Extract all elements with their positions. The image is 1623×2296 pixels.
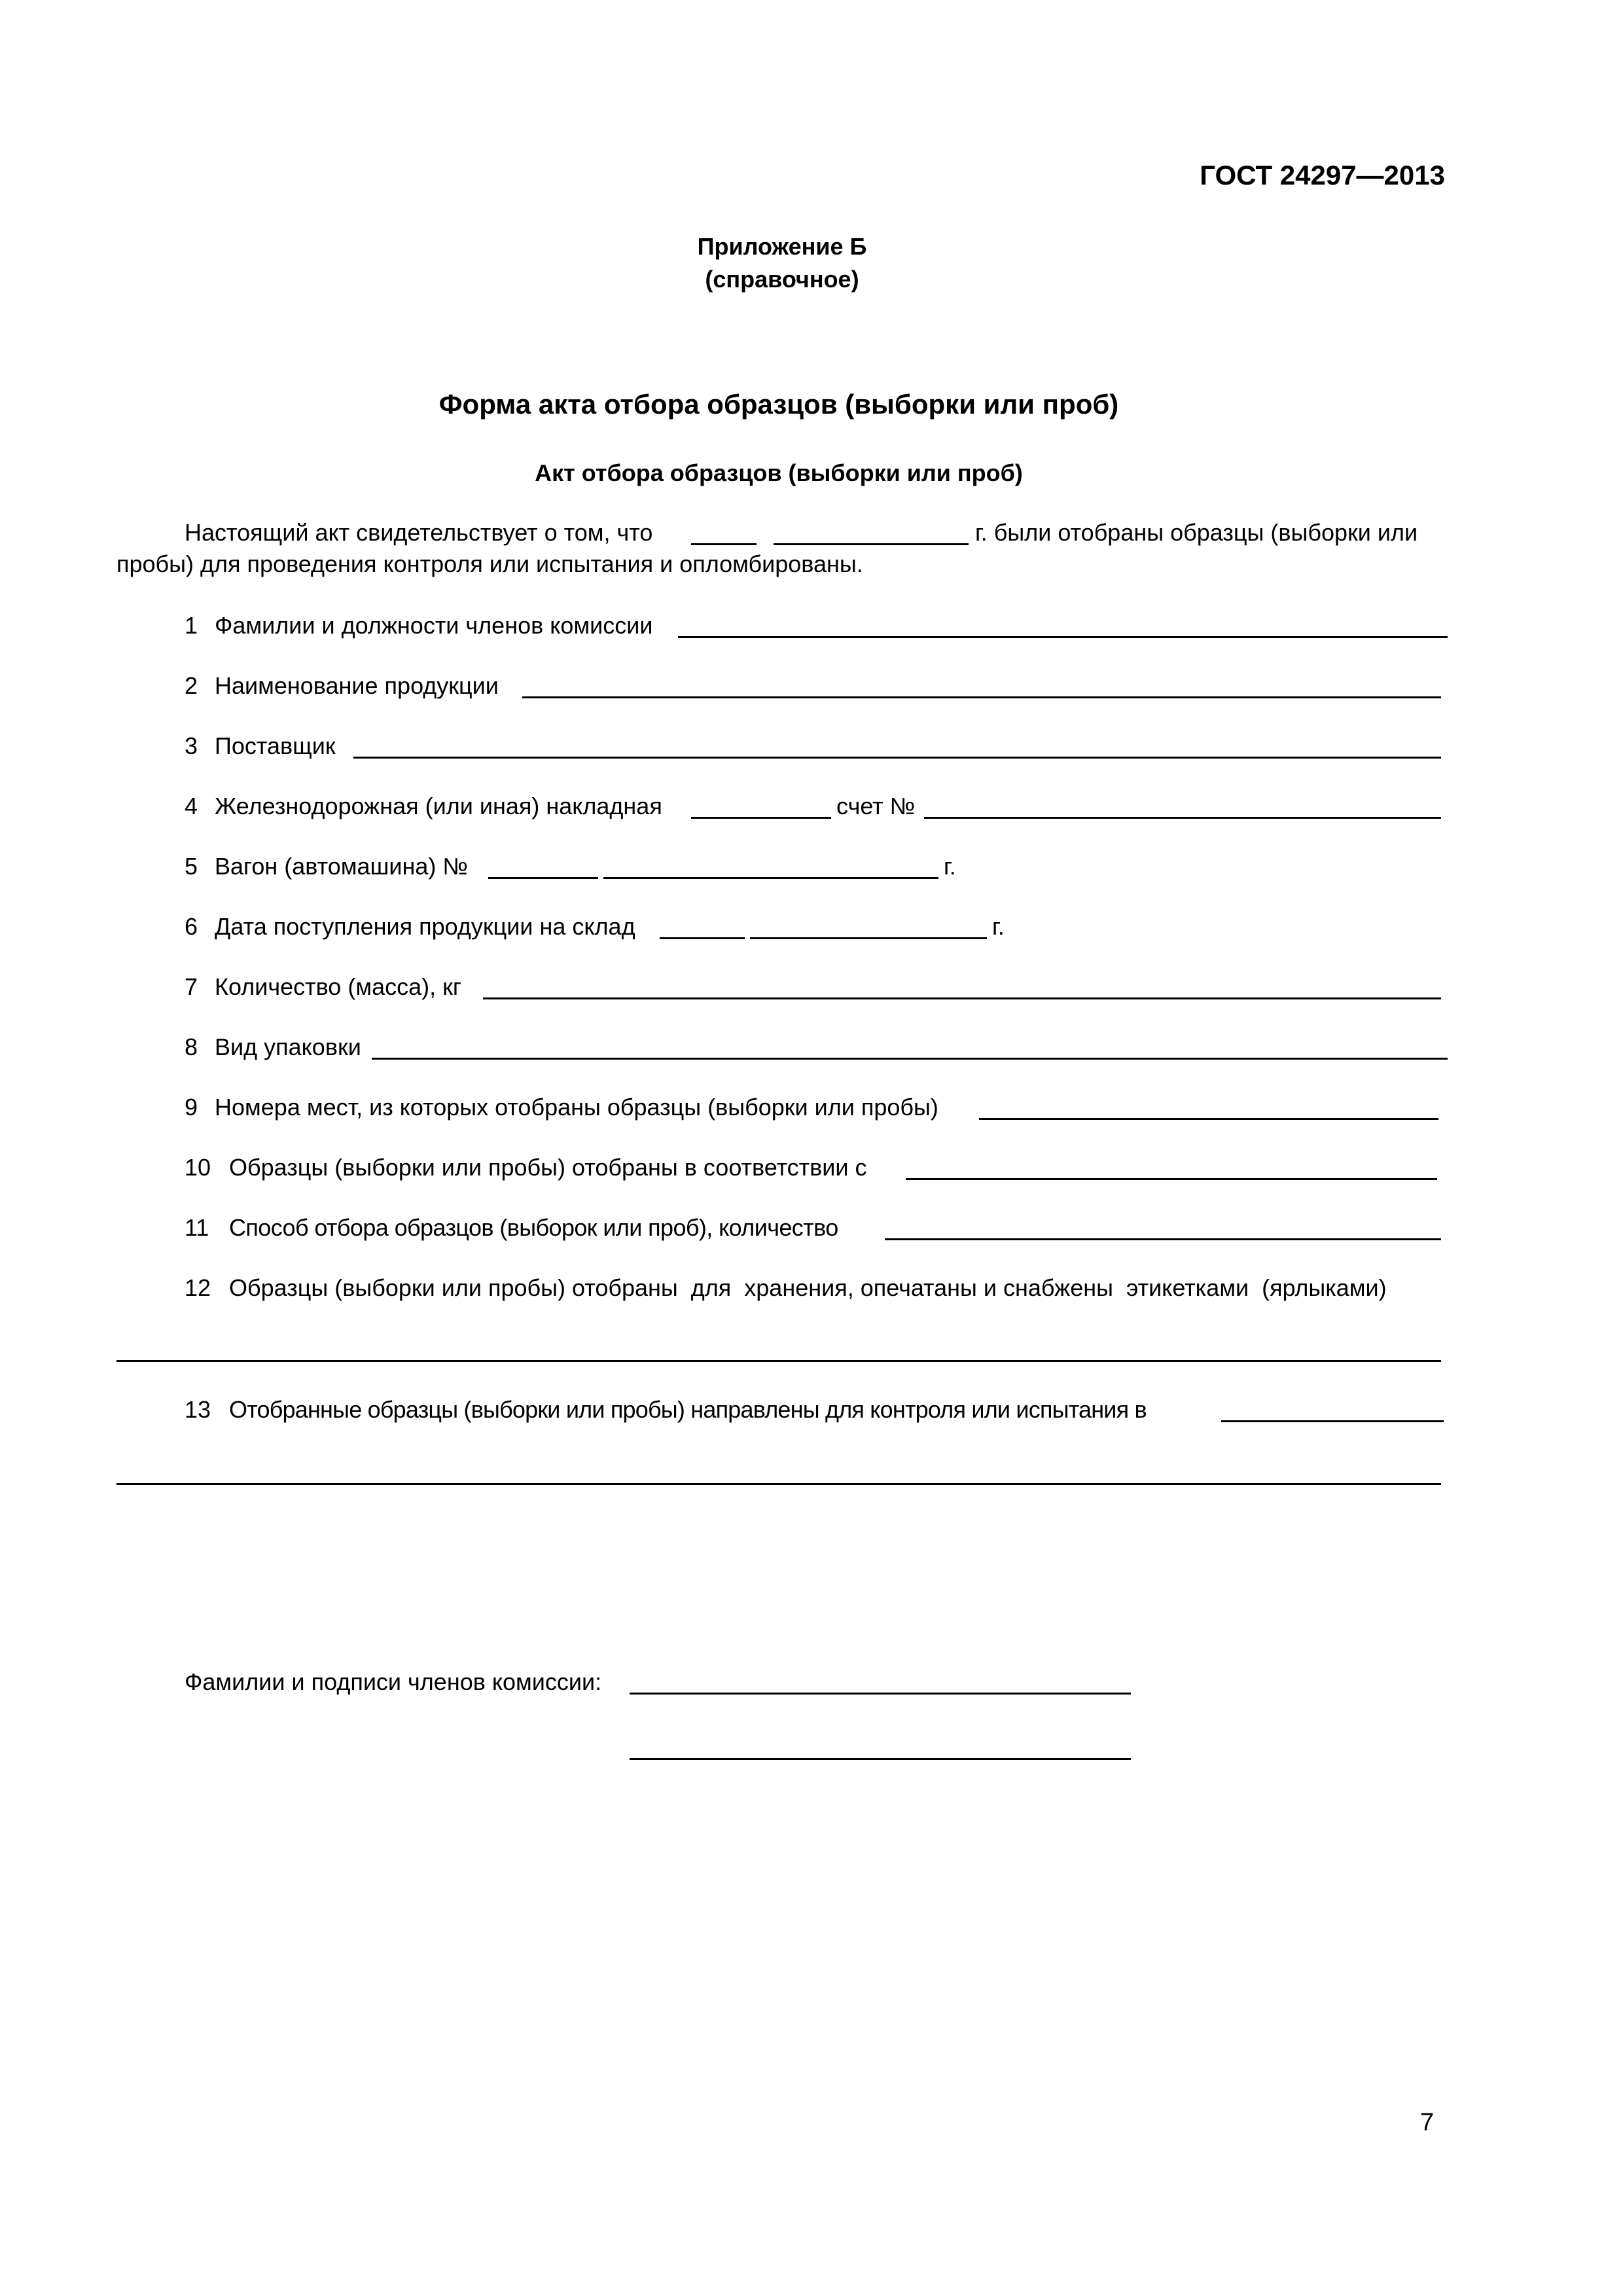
intro-text-end: г. были отобраны образцы (выборки или <box>975 519 1418 546</box>
item-1-label: Фамилии и должности членов комиссии <box>215 612 653 639</box>
item-11-field[interactable] <box>885 1210 1441 1240</box>
item-3-number: 3 <box>185 732 198 759</box>
intro-month-field[interactable] <box>774 514 969 545</box>
item-9-field[interactable] <box>979 1089 1438 1120</box>
appendix-heading <box>0 230 1564 296</box>
item-10-number: 10 <box>185 1154 211 1181</box>
item-4-label2: счет № <box>836 793 916 819</box>
item-13-label: Отобранные образцы (выборки или пробы) направлены для контроля или испытания в <box>229 1396 1147 1423</box>
item-11-number: 11 <box>185 1214 209 1241</box>
item-13-field[interactable] <box>1221 1391 1444 1422</box>
item-12-field[interactable] <box>116 1331 1441 1362</box>
appendix-title: Приложение Б <box>697 233 867 260</box>
item-6-label: Дата поступления продукции на склад <box>215 913 635 940</box>
act-title: Акт отбора образцов (выборки или проб) <box>535 459 1023 486</box>
item-2-field[interactable] <box>522 668 1441 698</box>
item-6-day-field[interactable] <box>660 908 745 939</box>
item-2-label: Наименование продукции <box>215 672 499 699</box>
item-8-number: 8 <box>185 1033 198 1060</box>
item-10-field[interactable] <box>906 1149 1437 1180</box>
signatures-label: Фамилии и подписи членов комиссии: <box>185 1668 602 1695</box>
item-5-label: Вагон (автомашина) № <box>215 853 468 880</box>
item-6-suffix: г. <box>992 913 1005 940</box>
item-2-number: 2 <box>185 672 198 699</box>
standard-number: ГОСТ 24297—2013 <box>1200 160 1445 190</box>
item-4-label: Железнодорожная (или иная) накладная <box>215 793 662 819</box>
item-6-number: 6 <box>185 913 198 940</box>
item-8-label: Вид упаковки <box>215 1033 361 1060</box>
item-1-field[interactable] <box>678 607 1448 638</box>
item-7-label: Количество (масса), кг <box>215 973 461 1000</box>
intro-day-field[interactable] <box>691 514 757 545</box>
item-12-number: 12 <box>185 1274 211 1301</box>
item-1-number: 1 <box>185 612 198 639</box>
page-number: 7 <box>1420 2109 1435 2136</box>
signature-field-2[interactable] <box>630 1729 1131 1760</box>
item-6-month-field[interactable] <box>750 908 987 939</box>
item-4-waybill-field[interactable] <box>691 788 831 819</box>
item-5-date-field[interactable] <box>603 848 938 879</box>
item-4-invoice-field[interactable] <box>924 788 1441 819</box>
intro-text-start: Настоящий акт свидетельствует о том, что <box>185 519 653 546</box>
form-title: Форма акта отбора образцов (выборки или проб) <box>438 389 1119 420</box>
item-5-number-field[interactable] <box>488 848 598 879</box>
item-11-label: Способ отбора образцов (выборок или проб), количество <box>229 1214 838 1241</box>
item-3-field[interactable] <box>353 728 1441 759</box>
item-4-number: 4 <box>185 793 198 819</box>
item-7-number: 7 <box>185 973 198 1000</box>
item-7-field[interactable] <box>483 969 1441 999</box>
item-10-label: Образцы (выборки или пробы) отобраны в соответствии с <box>229 1154 867 1181</box>
item-9-label: Номера мест, из которых отобраны образцы (выборки или пробы) <box>215 1094 938 1121</box>
item-3-label: Поставщик <box>215 732 336 759</box>
item-13-field-continued[interactable] <box>116 1454 1441 1485</box>
item-12-label: Образцы (выборки или пробы) отобраны для хранения, опечатаны и снабжены этикетками (ярлыками) <box>229 1274 1387 1301</box>
appendix-type: (справочное) <box>705 266 859 293</box>
item-5-number: 5 <box>185 853 198 880</box>
item-9-number: 9 <box>185 1094 198 1121</box>
item-13-number: 13 <box>185 1396 211 1423</box>
intro-text-line2: пробы) для проведения контроля или испытания и опломбированы. <box>116 550 863 577</box>
signature-field-1[interactable] <box>630 1664 1131 1695</box>
item-8-field[interactable] <box>372 1029 1448 1060</box>
item-5-suffix: г. <box>944 853 956 880</box>
